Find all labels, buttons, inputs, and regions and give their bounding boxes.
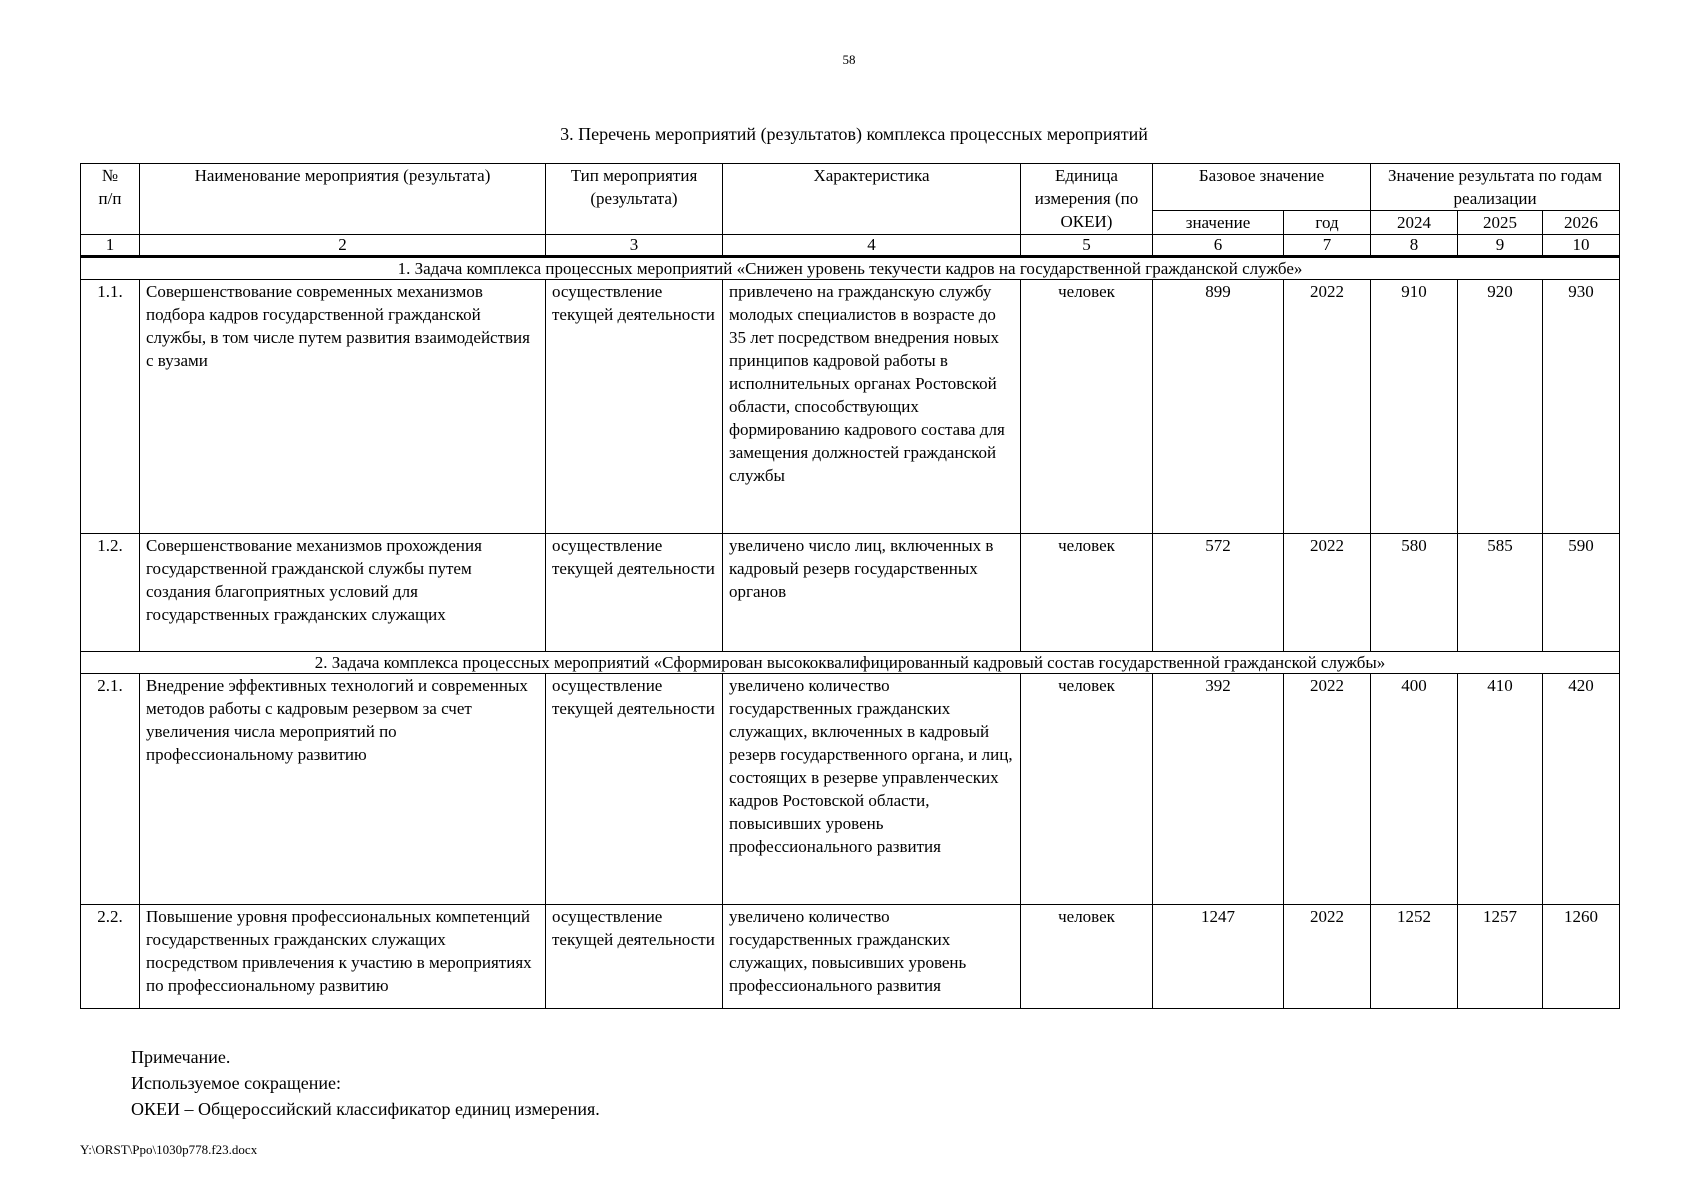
note	[131, 1044, 600, 1122]
row-value-2026: 590	[1543, 534, 1620, 652]
header-type: Тип мероприятия (результата)	[546, 164, 723, 235]
column-number: 1	[81, 235, 140, 257]
header-num	[81, 164, 140, 235]
header-characteristic: Характеристика	[723, 164, 1021, 235]
row-unit: человек	[1021, 280, 1153, 534]
task-row	[81, 257, 1620, 280]
row-name: Совершенствование механизмов прохождения государственной гражданской службы путем создания благоприятных условий для государственных гражданских служащих	[140, 534, 546, 652]
row-base-year: 2022	[1284, 280, 1371, 534]
column-number-row	[81, 235, 1620, 257]
row-unit: человек	[1021, 905, 1153, 1009]
header-result-values: Значение результата по годам реализации	[1371, 164, 1620, 211]
row-num: 1.2.	[81, 534, 140, 652]
row-name: Повышение уровня профессиональных компетенций государственных гражданских служащих посредством привлечения к участию в мероприятиях по профессиональному развитию	[140, 905, 546, 1009]
row-characteristic: увеличено количество государственных гражданских служащих, включенных в кадровый резерв государственного органа, и лиц, состоящих в резерве управленческих кадров Ростовской области, повысивших уровень профессионального развития	[723, 674, 1021, 905]
row-type: осуществление текущей деятельности	[546, 905, 723, 1009]
note-line: ОКЕИ – Общероссийский классификатор единиц измерения.	[131, 1099, 600, 1119]
row-unit: человек	[1021, 534, 1153, 652]
row-value-2024: 580	[1371, 534, 1458, 652]
header-base-value-value: значение	[1153, 211, 1284, 235]
header-num-label: № п/п	[98, 166, 122, 208]
header-name: Наименование мероприятия (результата)	[140, 164, 546, 235]
page-number: 58	[842, 52, 856, 67]
row-base-value: 572	[1153, 534, 1284, 652]
table-row	[81, 280, 1620, 534]
row-value-2025: 585	[1458, 534, 1543, 652]
row-value-2025: 410	[1458, 674, 1543, 905]
row-characteristic: привлечено на гражданскую службу молодых специалистов в возрасте до 35 лет посредством внедрения новых принципов кадровой работы в исполнительных органах Ростовской области, способствующих формированию кадрового состава для замещения должностей гражданской службы	[723, 280, 1021, 534]
header-base-value-year: год	[1284, 211, 1371, 235]
row-type: осуществление текущей деятельности	[546, 674, 723, 905]
row-name: Внедрение эффективных технологий и современных методов работы с кадровым резервом за счет увеличения числа мероприятий по профессиональному развитию	[140, 674, 546, 905]
row-value-2026: 930	[1543, 280, 1620, 534]
header-year-2025: 2025	[1458, 211, 1543, 235]
column-number: 10	[1543, 235, 1620, 257]
header-base-value: Базовое значение	[1153, 164, 1371, 211]
row-name: Совершенствование современных механизмов подбора кадров государственной гражданской службы, в том числе путем развития взаимодействия с вузами	[140, 280, 546, 534]
row-value-2025: 920	[1458, 280, 1543, 534]
header-unit: Единица измерения (по ОКЕИ)	[1021, 164, 1153, 235]
row-base-year: 2022	[1284, 905, 1371, 1009]
task-title: 1. Задача комплекса процессных мероприятий «Снижен уровень текучести кадров на государственной гражданской службе»	[81, 257, 1620, 280]
table-row	[81, 905, 1620, 1009]
row-value-2025: 1257	[1458, 905, 1543, 1009]
measures-table	[80, 163, 1620, 1009]
row-unit: человек	[1021, 674, 1153, 905]
row-value-2026: 1260	[1543, 905, 1620, 1009]
column-number: 7	[1284, 235, 1371, 257]
row-base-year: 2022	[1284, 674, 1371, 905]
column-number: 2	[140, 235, 546, 257]
row-type: осуществление текущей деятельности	[546, 534, 723, 652]
column-number: 6	[1153, 235, 1284, 257]
column-number: 3	[546, 235, 723, 257]
row-type: осуществление текущей деятельности	[546, 280, 723, 534]
row-base-value: 899	[1153, 280, 1284, 534]
table-row	[81, 674, 1620, 905]
row-value-2024: 1252	[1371, 905, 1458, 1009]
note-heading: Примечание.	[131, 1047, 231, 1067]
column-number: 5	[1021, 235, 1153, 257]
task-row	[81, 652, 1620, 674]
table-row	[81, 534, 1620, 652]
row-base-value: 1247	[1153, 905, 1284, 1009]
header-year-2024: 2024	[1371, 211, 1458, 235]
task-title: 2. Задача комплекса процессных мероприятий «Сформирован высококвалифицированный кадровый состав государственной гражданской службы»	[81, 652, 1620, 674]
row-value-2026: 420	[1543, 674, 1620, 905]
column-number: 9	[1458, 235, 1543, 257]
column-number: 8	[1371, 235, 1458, 257]
note-line: Используемое сокращение:	[131, 1073, 341, 1093]
row-base-year: 2022	[1284, 534, 1371, 652]
page-title: 3. Перечень мероприятий (результатов) комплекса процессных мероприятий	[560, 124, 1148, 144]
row-base-value: 392	[1153, 674, 1284, 905]
header-year-2026: 2026	[1543, 211, 1620, 235]
file-path: Y:\ORST\Ppo\1030p778.f23.docx	[80, 1142, 258, 1157]
row-num: 2.2.	[81, 905, 140, 1009]
column-number: 4	[723, 235, 1021, 257]
row-characteristic: увеличено количество государственных гражданских служащих, повысивших уровень профессионального развития	[723, 905, 1021, 1009]
row-value-2024: 910	[1371, 280, 1458, 534]
row-value-2024: 400	[1371, 674, 1458, 905]
row-num: 2.1.	[81, 674, 140, 905]
row-num: 1.1.	[81, 280, 140, 534]
row-characteristic: увеличено число лиц, включенных в кадровый резерв государственных органов	[723, 534, 1021, 652]
